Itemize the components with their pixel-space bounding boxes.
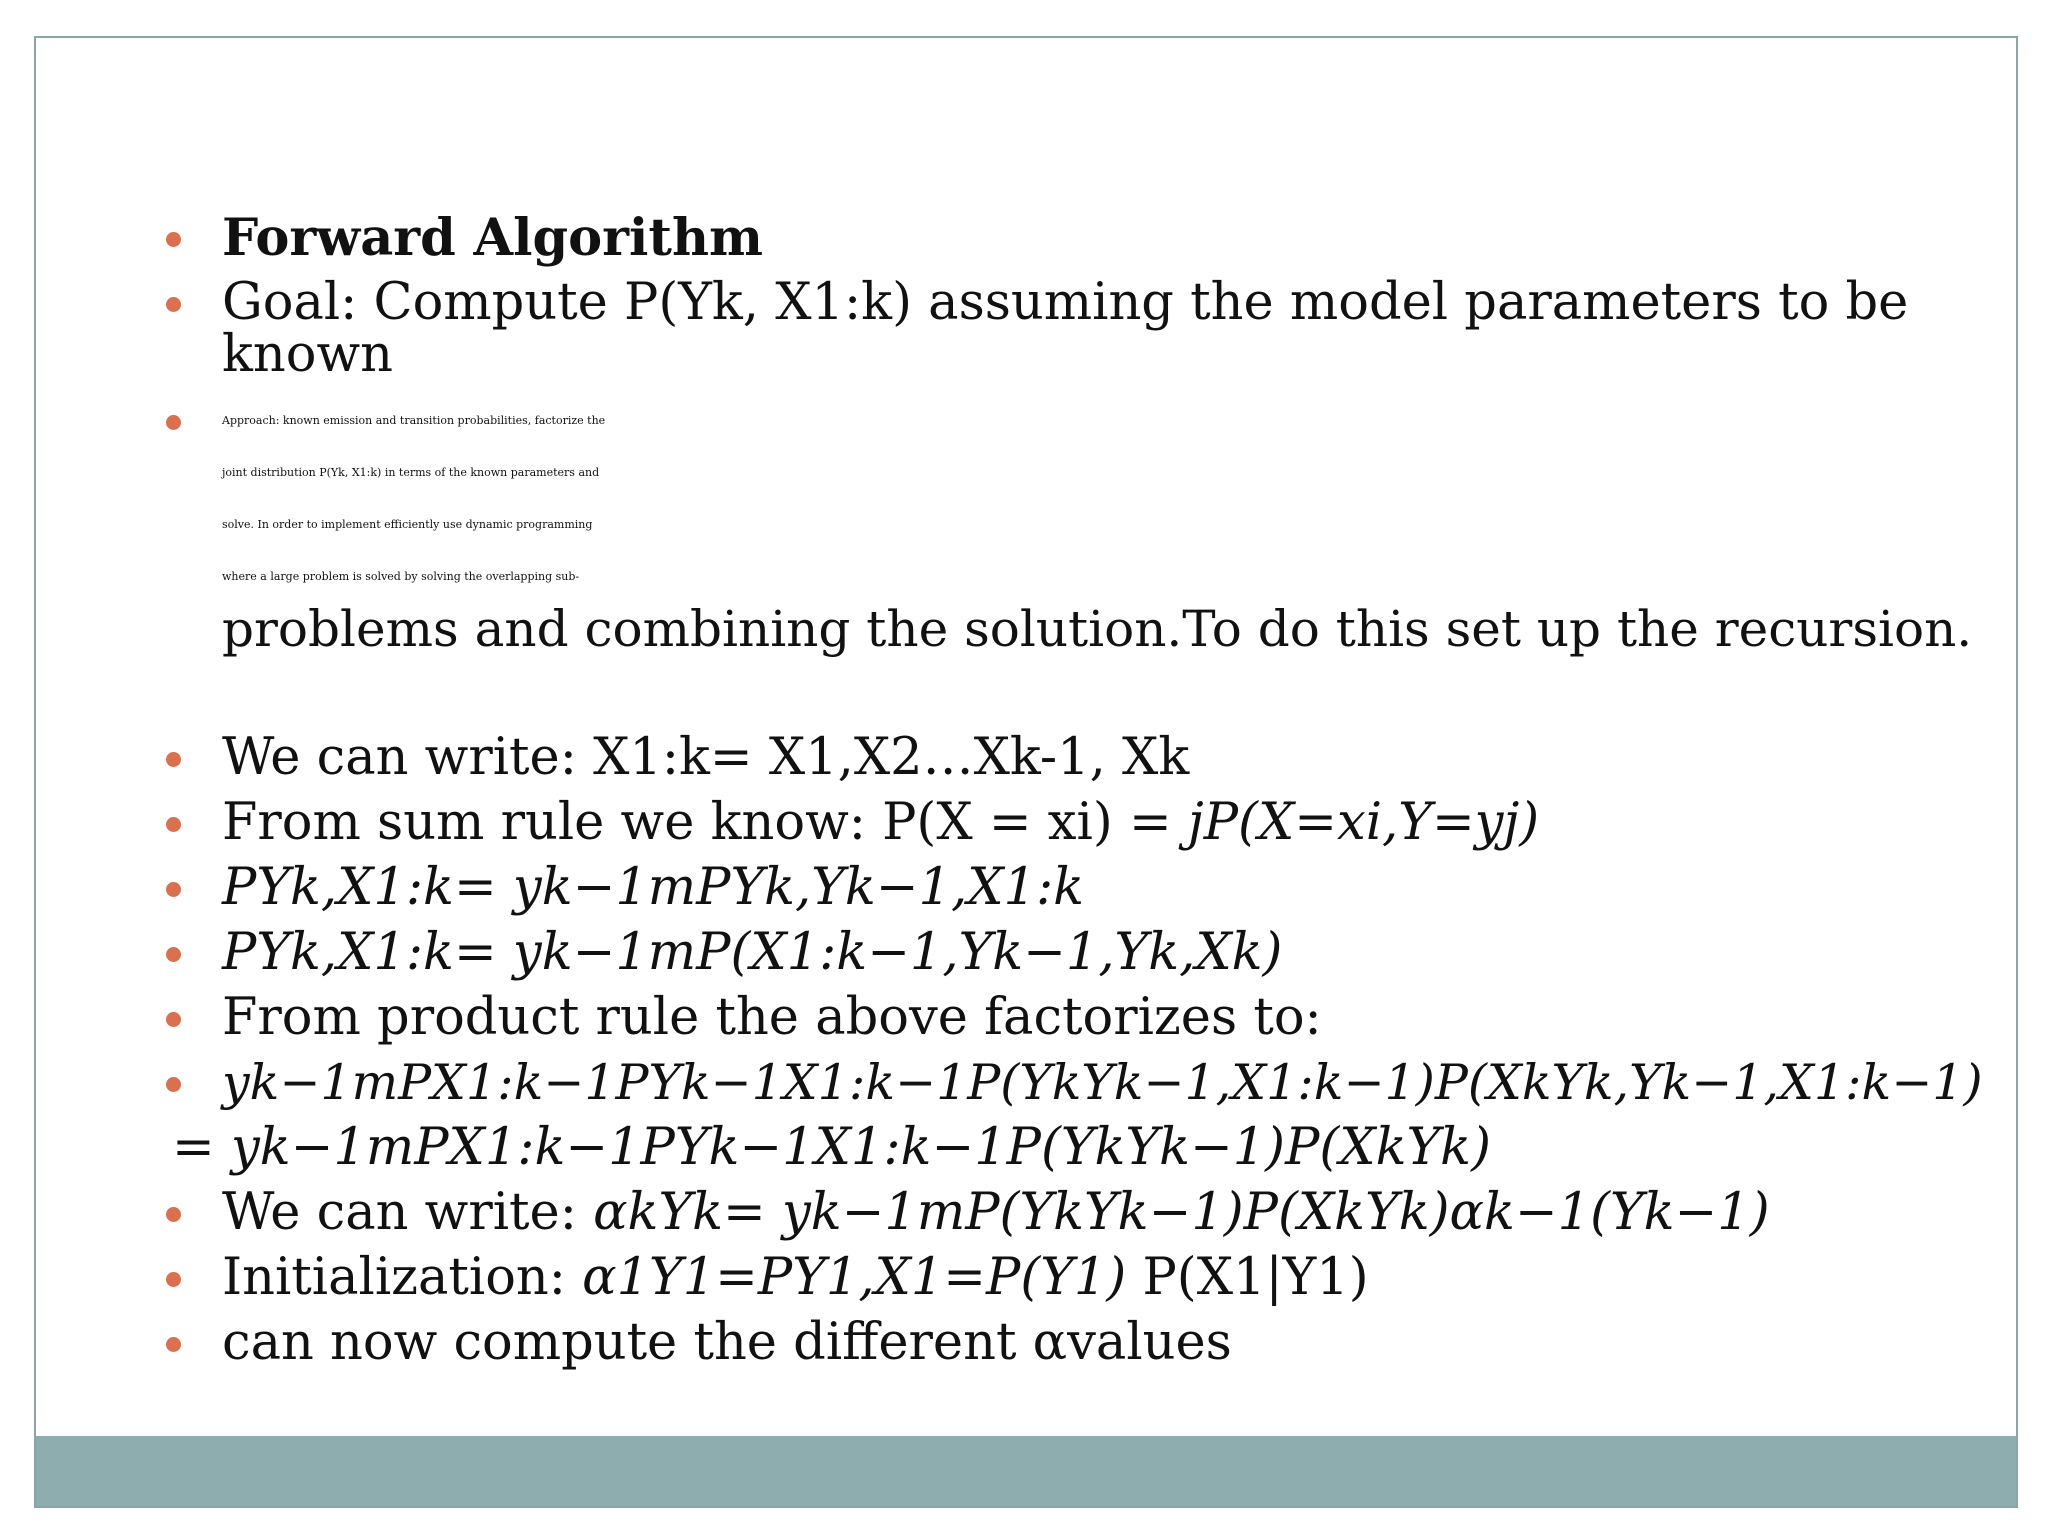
- write-seq-text: We can write: X1:k= X1,X2…Xk-1, Xk: [222, 728, 1190, 787]
- bullet-sum-rule: [222, 793, 1540, 852]
- bullet-title: [222, 208, 764, 268]
- bullet-dot: [166, 232, 181, 247]
- bullet-eq1: [222, 858, 1085, 917]
- eq2-math: PYk,X1:k= yk−1mP(X1:k−1,Yk−1,Yk,Xk): [222, 923, 1283, 982]
- bullet-approach: [222, 395, 1973, 658]
- bullet-product-rule: [222, 988, 1322, 1047]
- bullet-dot: [166, 1012, 181, 1027]
- eq4-math: yk−1mPX1:k−1PYk−1X1:k−1P(YkYk−1)P(XkYk): [230, 1118, 1491, 1177]
- init-math: α1Y1=PY1,X1=P(Y1): [582, 1248, 1127, 1307]
- product-rule-text: From product rule the above factorizes to:: [222, 988, 1322, 1047]
- alpha-write-math: αkYk= yk−1mP(YkYk−1)P(XkYk)αk−1(Yk−1): [593, 1183, 1770, 1242]
- bullet-goal: [222, 273, 1909, 384]
- sum-rule-text: From sum rule we know: P(X = xi) =: [222, 793, 1188, 852]
- bullet-compute: [222, 1313, 1232, 1372]
- alpha-write-text: We can write:: [222, 1183, 594, 1242]
- eq1-math: PYk,X1:k= yk−1mPYk,Yk−1,X1:k: [222, 858, 1085, 917]
- slide-title: Forward Algorithm: [222, 208, 764, 268]
- footer-bar: [36, 1436, 2016, 1506]
- bullet-eq3: [222, 1054, 1983, 1111]
- bullet-dot: [166, 1272, 181, 1287]
- bullet-alpha-write: [222, 1183, 1770, 1242]
- bullet-init: [222, 1248, 1369, 1307]
- goal-row-2: known: [222, 325, 393, 384]
- bullet-write-seq: [222, 728, 1190, 787]
- slide-content: [36, 38, 2016, 1436]
- approach-row-4: where a large problem is solved by solving the overlapping sub-: [222, 570, 580, 583]
- compute-text: can now compute the different αvalues: [222, 1313, 1232, 1372]
- approach-row-2: joint distribution P(Yk, X1:k) in terms of the known parameters and: [222, 466, 600, 479]
- approach-row-3: solve. In order to implement efficiently use dynamic programming: [222, 518, 593, 531]
- bullet-dot: [166, 1207, 181, 1222]
- bullet-dot: [166, 817, 181, 832]
- init-tail: P(X1|Y1): [1126, 1248, 1369, 1307]
- approach-row-5: problems and combining the solution.To do this set up the recursion.: [222, 600, 1973, 658]
- approach-row-1: Approach: known emission and transition probabilities, factorize the: [222, 414, 606, 427]
- eq4-line: [172, 1118, 1491, 1177]
- sum-rule-math: jP(X=xi,Y=yj): [1187, 793, 1540, 852]
- init-text: Initialization:: [222, 1248, 583, 1307]
- bullet-dot: [166, 415, 181, 430]
- bullet-dot: [166, 882, 181, 897]
- bullet-dot: [166, 752, 181, 767]
- bullet-dot: [166, 1077, 181, 1092]
- bullet-dot: [166, 297, 181, 312]
- goal-row-1: Goal: Compute P(Yk, X1:k) assuming the model parameters to be: [222, 273, 1909, 332]
- bullet-eq2: [222, 923, 1283, 982]
- eq4-prefix: =: [172, 1118, 231, 1177]
- bullet-dot: [166, 1337, 181, 1352]
- bullet-dot: [166, 947, 181, 962]
- eq3-math: yk−1mPX1:k−1PYk−1X1:k−1P(YkYk−1,X1:k−1)P(XkYk,Yk−1,X1:k−1): [222, 1054, 1983, 1111]
- slide: [34, 36, 2018, 1508]
